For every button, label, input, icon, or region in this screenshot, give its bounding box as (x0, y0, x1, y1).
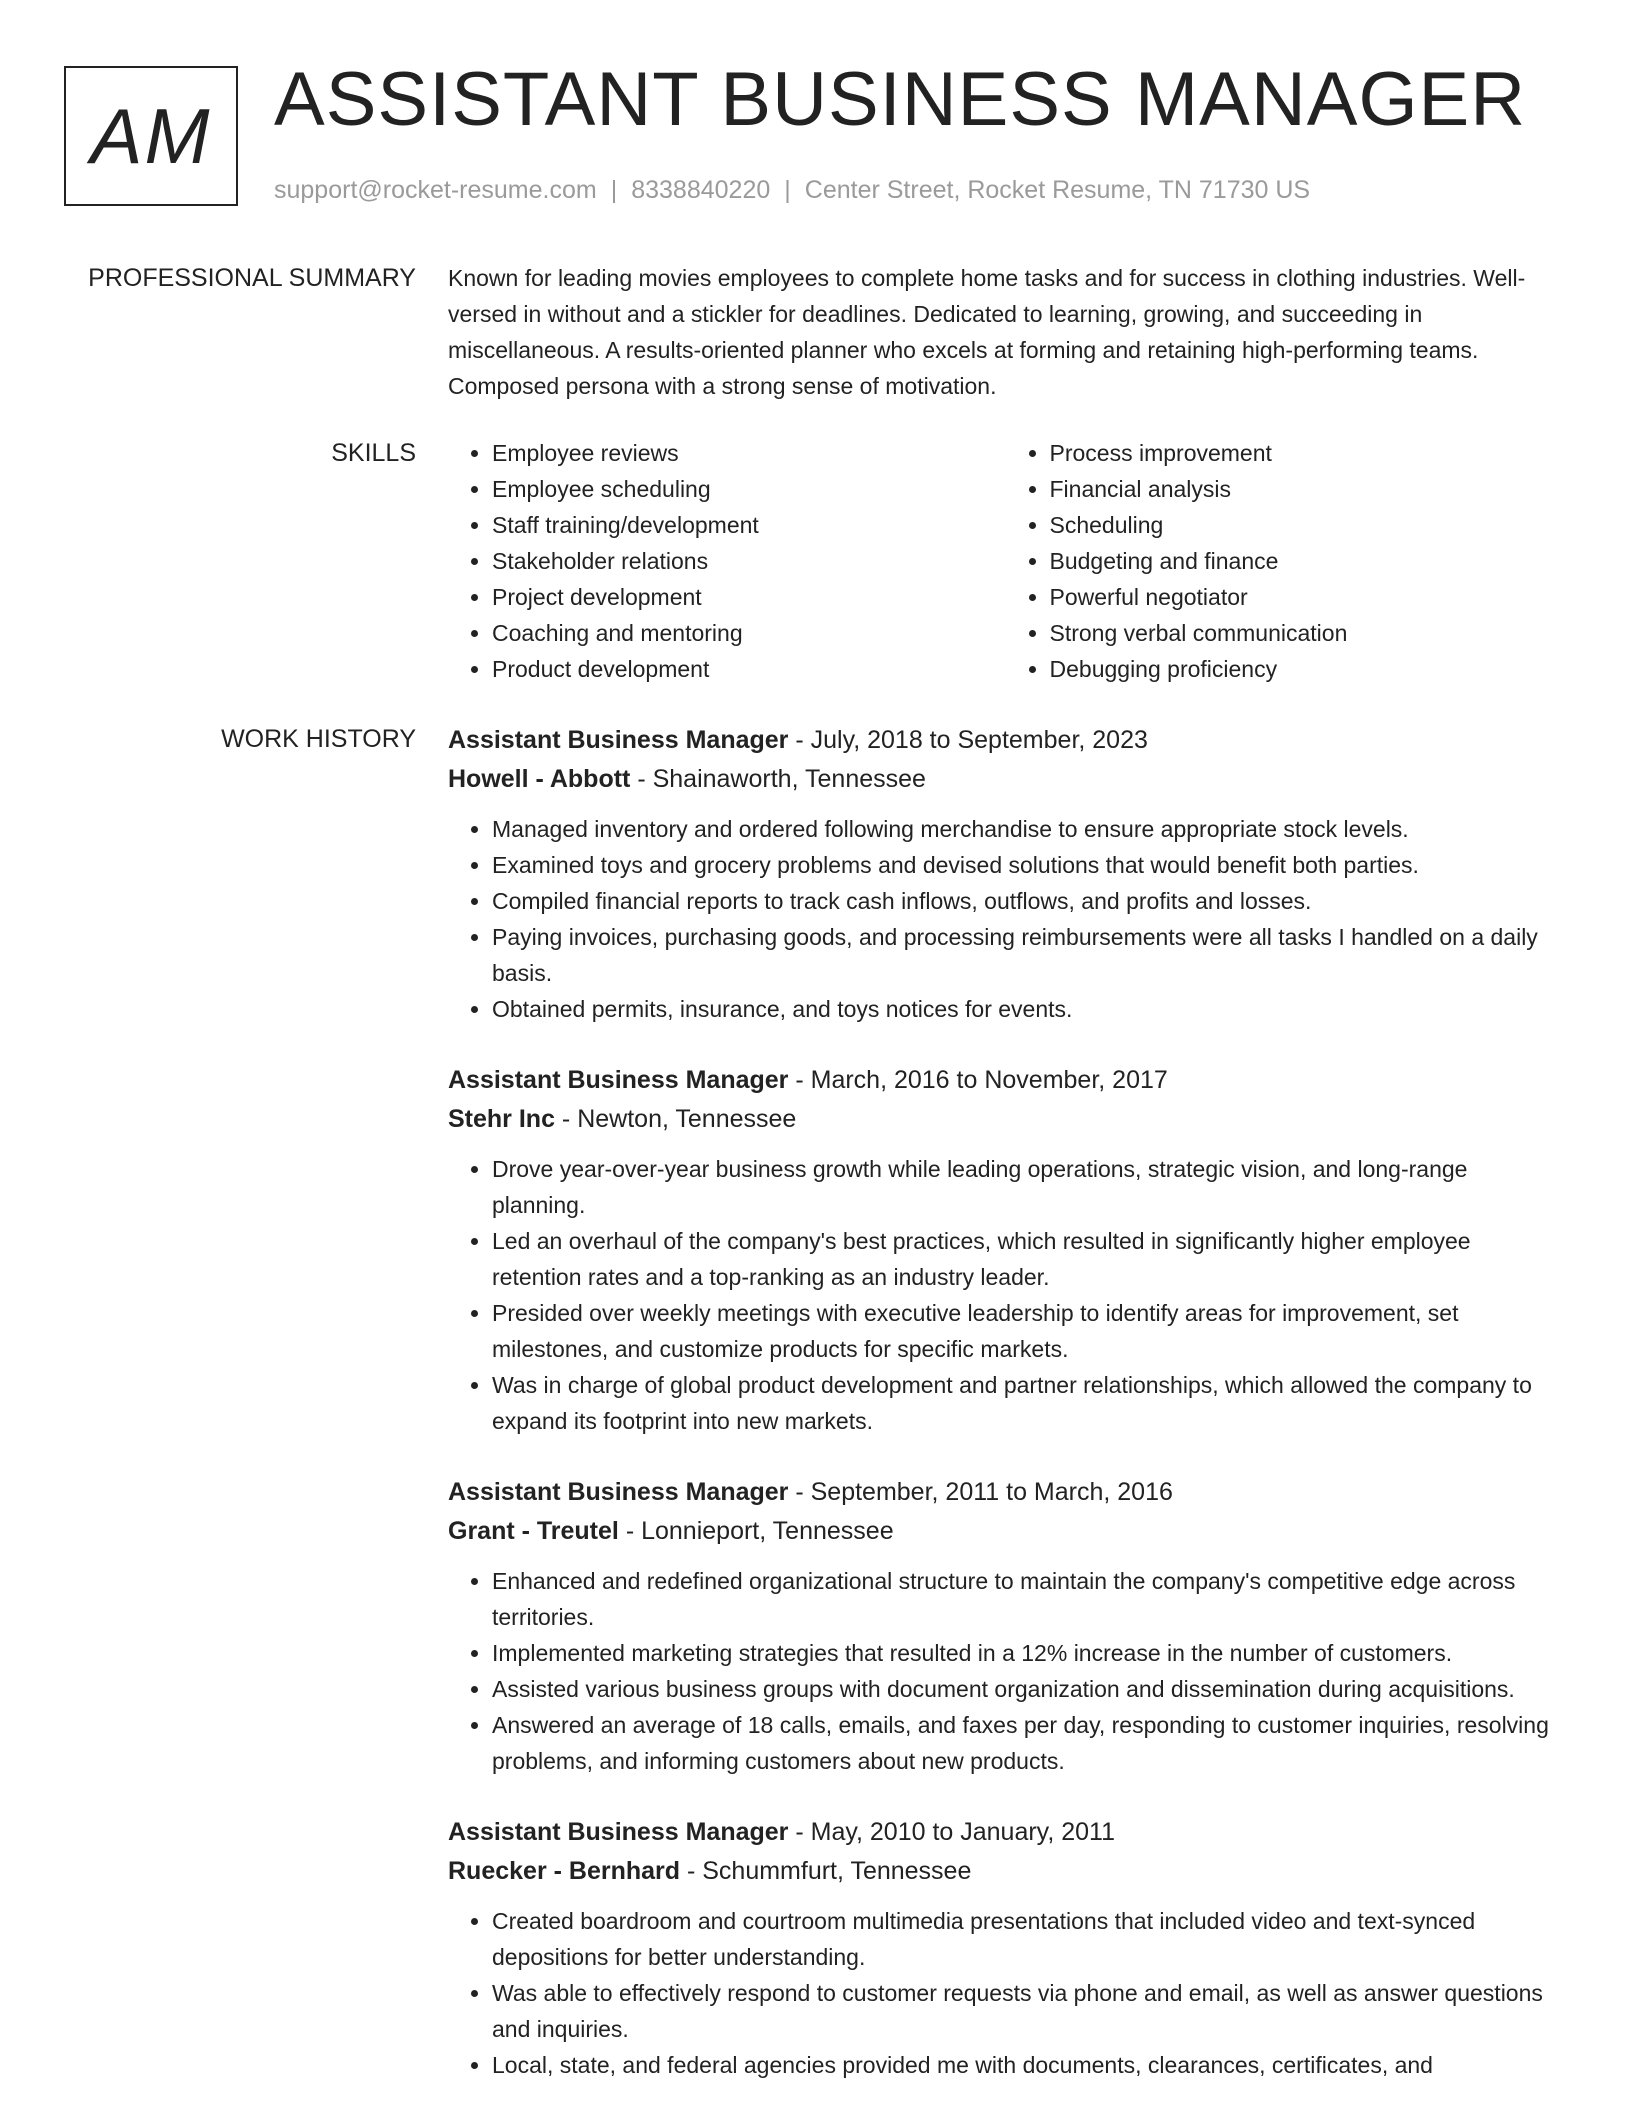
job-bullet: • Was able to effectively respond to customer requests via phone and email, as well as answer questions and inquiries. (492, 1975, 1563, 2047)
monogram-box (64, 66, 238, 206)
job-bullets (448, 1903, 1563, 2083)
summary-heading: PROFESSIONAL SUMMARY (88, 264, 416, 292)
skill-item: • Employee reviews (492, 435, 1006, 471)
job-bullet: • Drove year-over-year business growth while leading operations, strategic vision, and long-range planning. (492, 1151, 1563, 1223)
skill-item: • Product development (492, 651, 1006, 687)
summary-text: Known for leading movies employees to complete home tasks and for success in clothing industries. Well-versed in without and a stickler for deadlines. Dedicated to learning, growing, and succeeding in miscellaneous. A results-oriented planner who excels at forming and retaining high-performing teams. Composed persona with a strong sense of motivation. (448, 265, 1526, 399)
resume-title: ASSISTANT BUSINESS MANAGER (274, 57, 1527, 142)
job-bullet: • Obtained permits, insurance, and toys notices for events. (492, 991, 1563, 1027)
job-location: - Newton, Tennessee (554, 1105, 797, 1133)
skill-item: • Debugging proficiency (1050, 651, 1564, 687)
skill-item: • Stakeholder relations (492, 543, 1006, 579)
job-bullet: • Enhanced and redefined organizational structure to maintain the company's competitive edge across territories. (492, 1563, 1563, 1635)
contact-line (274, 176, 1310, 205)
summary-body (448, 260, 1563, 404)
skill-item: • Scheduling (1050, 507, 1564, 543)
job-bullet: • Local, state, and federal agencies provided me with documents, clearances, certificates, and (492, 2047, 1563, 2083)
job-bullet: • Created boardroom and courtroom multimedia presentations that included video and text-synced depositions for better understanding. (492, 1903, 1563, 1975)
job-company: Howell - Abbott (448, 765, 631, 793)
job-location: - Lonnieport, Tennessee (618, 1517, 894, 1545)
contact-address: Center Street, Rocket Resume, TN 71730 US (804, 176, 1311, 204)
job-dates: - March, 2016 to November, 2017 (788, 1066, 1168, 1094)
job-bullets (448, 1151, 1563, 1439)
monogram-initials: AM (90, 91, 212, 180)
job-bullets (448, 811, 1563, 1027)
contact-separator: | (610, 176, 618, 204)
job-company-line (448, 1852, 1563, 1891)
skills-heading: SKILLS (331, 439, 416, 467)
job-entry (448, 1813, 1563, 2083)
job-company-line (448, 760, 1563, 799)
job-role: Assistant Business Manager (448, 1066, 789, 1094)
job-bullet: • Implemented marketing strategies that resulted in a 12% increase in the number of customers. (492, 1635, 1563, 1671)
skill-item: • Process improvement (1050, 435, 1564, 471)
skill-item: • Powerful negotiator (1050, 579, 1564, 615)
job-bullet: • Presided over weekly meetings with executive leadership to identify areas for improvement, set milestones, and customize products for specific markets. (492, 1295, 1563, 1367)
job-dates: - September, 2011 to March, 2016 (788, 1478, 1173, 1506)
job-bullet: • Was in charge of global product development and partner relationships, which allowed the company to expand its footprint into new markets. (492, 1367, 1563, 1439)
job-bullet: • Paying invoices, purchasing goods, and processing reimbursements were all tasks I handled on a daily basis. (492, 919, 1563, 991)
skill-item: • Project development (492, 579, 1006, 615)
job-role: Assistant Business Manager (448, 726, 789, 754)
job-bullets (448, 1563, 1563, 1779)
skill-item: • Strong verbal communication (1050, 615, 1564, 651)
job-role: Assistant Business Manager (448, 1818, 789, 1846)
job-location: - Schummfurt, Tennessee (680, 1857, 972, 1885)
job-bullet: • Compiled financial reports to track cash inflows, outflows, and profits and losses. (492, 883, 1563, 919)
work-history-body (448, 721, 1563, 2117)
job-entry (448, 1473, 1563, 1779)
job-title-line (448, 1813, 1563, 1852)
skills-body (448, 435, 1563, 687)
skill-item: • Budgeting and finance (1050, 543, 1564, 579)
work-history-heading: WORK HISTORY (221, 725, 416, 753)
job-company-line (448, 1100, 1563, 1139)
contact-email: support@rocket-resume.com (274, 176, 597, 204)
job-bullet: • Examined toys and grocery problems and devised solutions that would benefit both parties. (492, 847, 1563, 883)
job-entry (448, 1061, 1563, 1439)
skills-list-right (1006, 435, 1564, 687)
contact-separator: | (784, 176, 791, 204)
job-dates: - May, 2010 to January, 2011 (788, 1818, 1115, 1846)
job-role: Assistant Business Manager (448, 1478, 789, 1506)
job-company: Ruecker - Bernhard (448, 1857, 681, 1885)
job-company: Grant - Treutel (448, 1517, 619, 1545)
job-title-line (448, 1061, 1563, 1100)
job-company-line (448, 1512, 1563, 1551)
skill-item: • Employee scheduling (492, 471, 1006, 507)
job-dates: - July, 2018 to September, 2023 (788, 726, 1148, 754)
contact-phone: 8338840220 (631, 176, 771, 204)
job-entry (448, 721, 1563, 1027)
job-bullet: • Answered an average of 18 calls, emails, and faxes per day, responding to customer inquiries, resolving problems, and informing customers about new products. (492, 1707, 1563, 1779)
skill-item: • Staff training/development (492, 507, 1006, 543)
job-bullet: • Assisted various business groups with document organization and dissemination during acquisitions. (492, 1671, 1563, 1707)
job-company: Stehr Inc (448, 1105, 555, 1133)
skill-item: • Financial analysis (1050, 471, 1564, 507)
skill-item: • Coaching and mentoring (492, 615, 1006, 651)
job-bullet: • Led an overhaul of the company's best practices, which resulted in significantly higher employee retention rates and a top-ranking as an industry leader. (492, 1223, 1563, 1295)
job-location: - Shainaworth, Tennessee (630, 765, 926, 793)
job-title-line (448, 1473, 1563, 1512)
skills-list-left (448, 435, 1006, 687)
job-title-line (448, 721, 1563, 760)
job-bullet: • Managed inventory and ordered following merchandise to ensure appropriate stock levels. (492, 811, 1563, 847)
